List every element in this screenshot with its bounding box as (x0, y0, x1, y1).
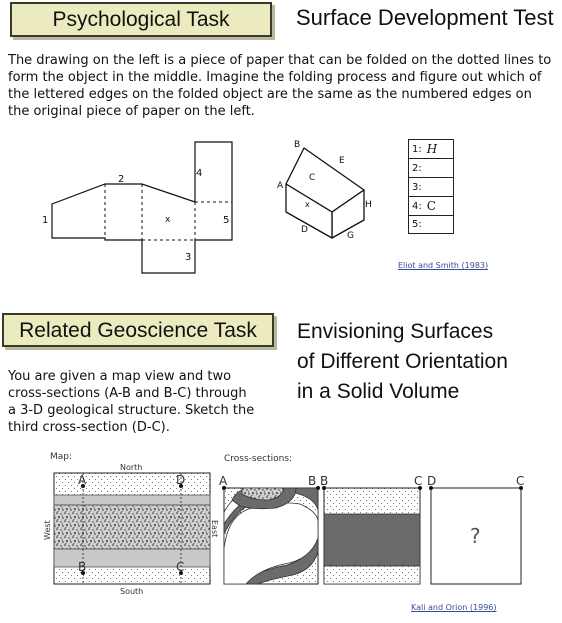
map-west-label: West (43, 520, 52, 540)
description-line: third cross-section (D-C). (8, 420, 170, 435)
section-ab-label-b: B (308, 474, 317, 488)
geology-map-figure (40, 448, 220, 598)
map-speckled-band (54, 505, 210, 549)
answer-row-label: 4: (412, 200, 422, 212)
cross-section-bc (320, 474, 422, 584)
section-bc-label-c: C (414, 474, 423, 488)
cross-section-ab (219, 474, 320, 584)
answer-row-label: 2: (412, 162, 422, 174)
answer-row-label: 1: (412, 143, 422, 155)
net-edge-4: 4 (196, 168, 203, 179)
map-label-c: C (176, 560, 185, 574)
citation-kali-orion[interactable]: Kali and Orion (1996) (411, 603, 497, 612)
cross-section-dc (427, 474, 524, 584)
geoscience-task-label (2, 313, 274, 347)
description-line: cross-sections (A-B and B-C) through (8, 386, 247, 401)
section2-description (8, 368, 298, 436)
map-label-b: B (78, 560, 87, 574)
answer-input-1[interactable]: H (426, 142, 438, 156)
cross-sections-label: Cross-sections: (224, 454, 293, 464)
envisioning-surfaces-title (297, 317, 508, 407)
net-edge-1: 1 (42, 215, 49, 226)
description-line: You are given a map view and two (8, 369, 232, 384)
answer-row (409, 197, 453, 216)
net-edge-2: 2 (118, 174, 125, 185)
description-line: a 3-D geological structure. Sketch the (8, 403, 255, 418)
paper-net-outline (52, 142, 232, 273)
object-face-x: x (305, 200, 310, 209)
section-bc-label-b: B (320, 474, 329, 488)
citation-eliot-smith[interactable]: Eliot and Smith (1983) (398, 261, 489, 270)
psychological-task-text: Psychological Task (52, 8, 230, 31)
answer-row (409, 216, 453, 233)
map-east-label: East (210, 520, 219, 538)
answer-input-4[interactable]: C (426, 199, 436, 213)
object-edge-e: E (339, 156, 345, 166)
net-edge-5: 5 (223, 215, 230, 226)
folded-object-figure (270, 136, 380, 244)
object-edge-c: C (309, 173, 316, 183)
section-dc-label-d: D (427, 474, 437, 488)
answer-row (409, 178, 453, 197)
net-edge-3: 3 (185, 252, 192, 263)
answer-row (409, 140, 453, 159)
object-edge-b: B (294, 140, 301, 150)
title-line: of Different Orientation (297, 350, 508, 373)
section-dc-label-c: C (516, 474, 525, 488)
map-north-label: North (120, 463, 143, 472)
cross-sections-figure (218, 448, 528, 588)
title-line: in a Solid Volume (297, 380, 460, 403)
map-label: Map: (50, 452, 73, 462)
title-line: Envisioning Surfaces (297, 320, 494, 343)
object-edge-a: A (277, 181, 284, 191)
answer-row (409, 159, 453, 178)
object-edge-g: G (347, 231, 354, 241)
psychological-task-label (10, 2, 272, 37)
answer-row-label: 3: (412, 181, 422, 193)
map-label-a: A (78, 473, 87, 487)
map-label-d: D (176, 473, 186, 487)
map-south-label: South (120, 587, 144, 596)
answer-row-label: 5: (412, 219, 422, 230)
surface-development-title: Surface Development Test (296, 5, 554, 30)
section1-description: The drawing on the left is a piece of paper that can be folded on the dotted lines to form the object in the middle. Imagine the folding process and figure out which of the lettered edges on the folded object are the same as the numbered edges on the original piece of paper on the left. (8, 53, 552, 119)
paper-net-figure (38, 140, 238, 276)
question-mark: ? (470, 524, 481, 548)
section-ab-label-a: A (219, 474, 228, 488)
map-light-band-north (54, 495, 210, 505)
object-edge-h: H (365, 200, 372, 210)
net-face-x: x (165, 215, 171, 225)
answer-table (408, 139, 454, 234)
object-edge-d: D (301, 225, 308, 235)
geoscience-task-text: Related Geoscience Task (19, 318, 257, 342)
